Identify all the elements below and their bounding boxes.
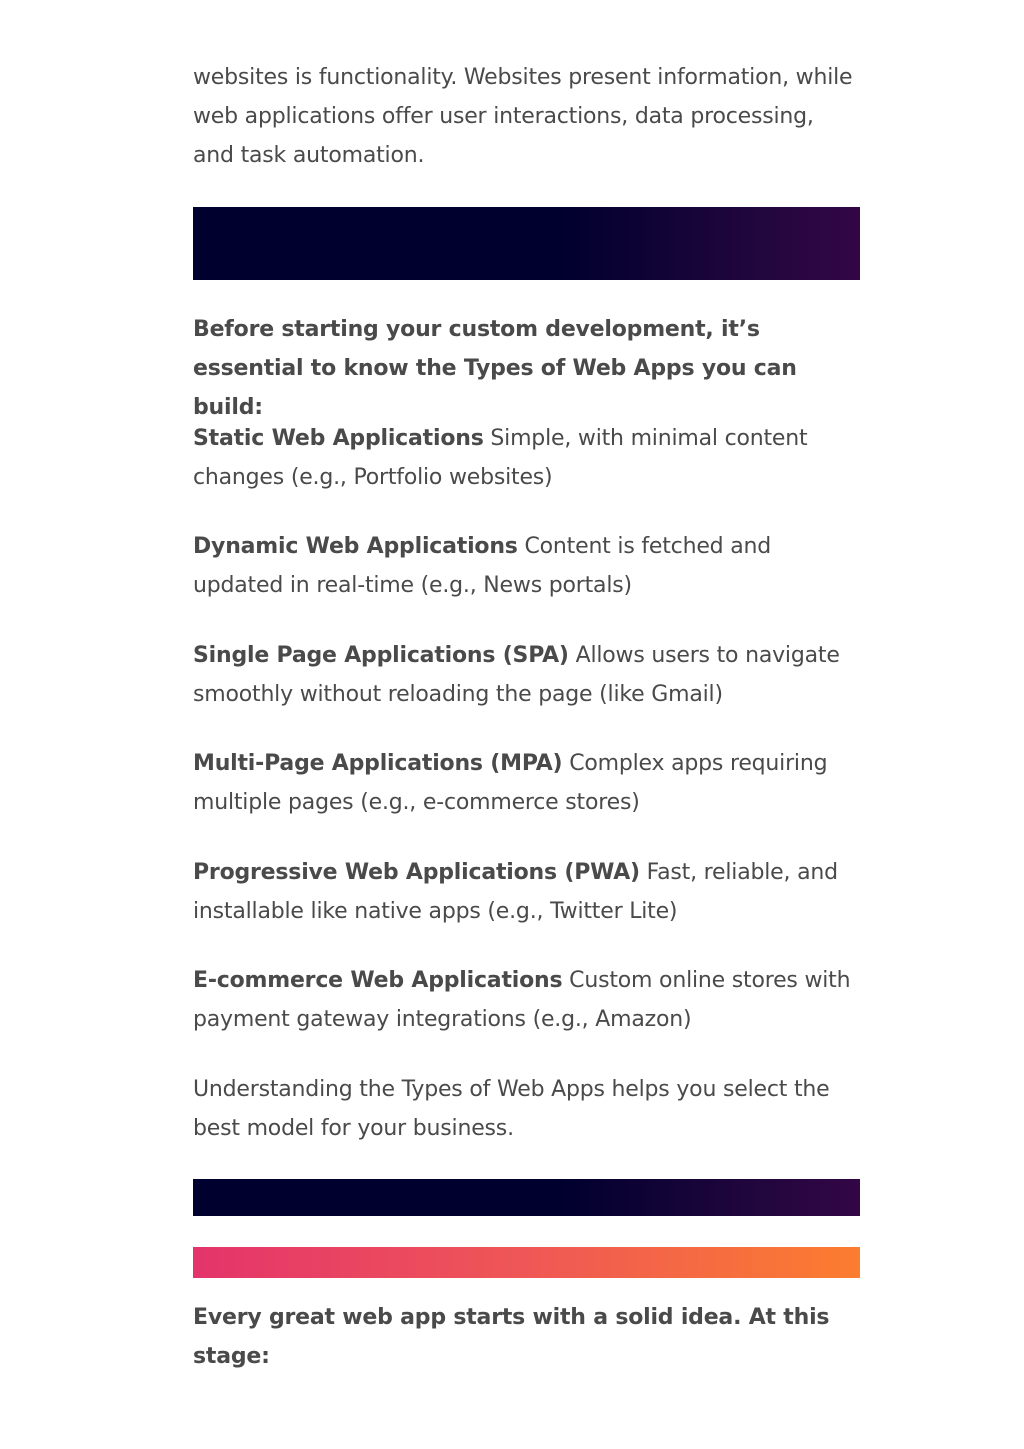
item-term: E-commerce Web Applications xyxy=(193,968,563,993)
item-description: Simple, with minimal content changes (e.g., Portfolio websites) xyxy=(193,426,808,490)
section-banner-dark xyxy=(193,1179,860,1216)
types-closing: Understanding the Types of Web Apps helps you select the best model for your business. xyxy=(193,1077,830,1141)
list-item xyxy=(193,527,860,605)
list-item xyxy=(193,853,860,931)
list-item xyxy=(193,961,860,1039)
intro-block xyxy=(193,58,860,175)
item-description: Custom online stores with payment gateway integrations (e.g., Amazon) xyxy=(193,968,851,1032)
list-item xyxy=(193,636,860,714)
types-closing-block xyxy=(193,1070,860,1148)
section-banner-warm xyxy=(193,1247,860,1278)
item-term: Dynamic Web Applications xyxy=(193,534,518,559)
item-term: Multi-Page Applications (MPA) xyxy=(193,751,563,776)
item-description: Content is fetched and updated in real-time (e.g., News portals) xyxy=(193,534,771,598)
item-description: Complex apps requiring multiple pages (e.g., e-commerce stores) xyxy=(193,751,828,815)
item-term: Single Page Applications (SPA) xyxy=(193,643,569,668)
list-item xyxy=(193,419,860,497)
item-description: Allows users to navigate smoothly without reloading the page (like Gmail) xyxy=(193,643,840,707)
section-banner-dark xyxy=(193,207,860,280)
types-lead: Before starting your custom development, it’s essential to know the Types of Web Apps you can build: xyxy=(193,317,797,420)
intro-paragraph: websites is functionality. Websites present information, while web applications offer user interactions, data processing, and task automation. xyxy=(193,65,853,168)
item-term: Progressive Web Applications (PWA) xyxy=(193,860,640,885)
idea-lead-block xyxy=(193,1298,860,1376)
types-lead-block xyxy=(193,310,860,427)
item-description: Fast, reliable, and installable like native apps (e.g., Twitter Lite) xyxy=(193,860,838,924)
list-item xyxy=(193,744,860,822)
item-term: Static Web Applications xyxy=(193,426,484,451)
idea-lead: Every great web app starts with a solid idea. At this stage: xyxy=(193,1305,830,1369)
